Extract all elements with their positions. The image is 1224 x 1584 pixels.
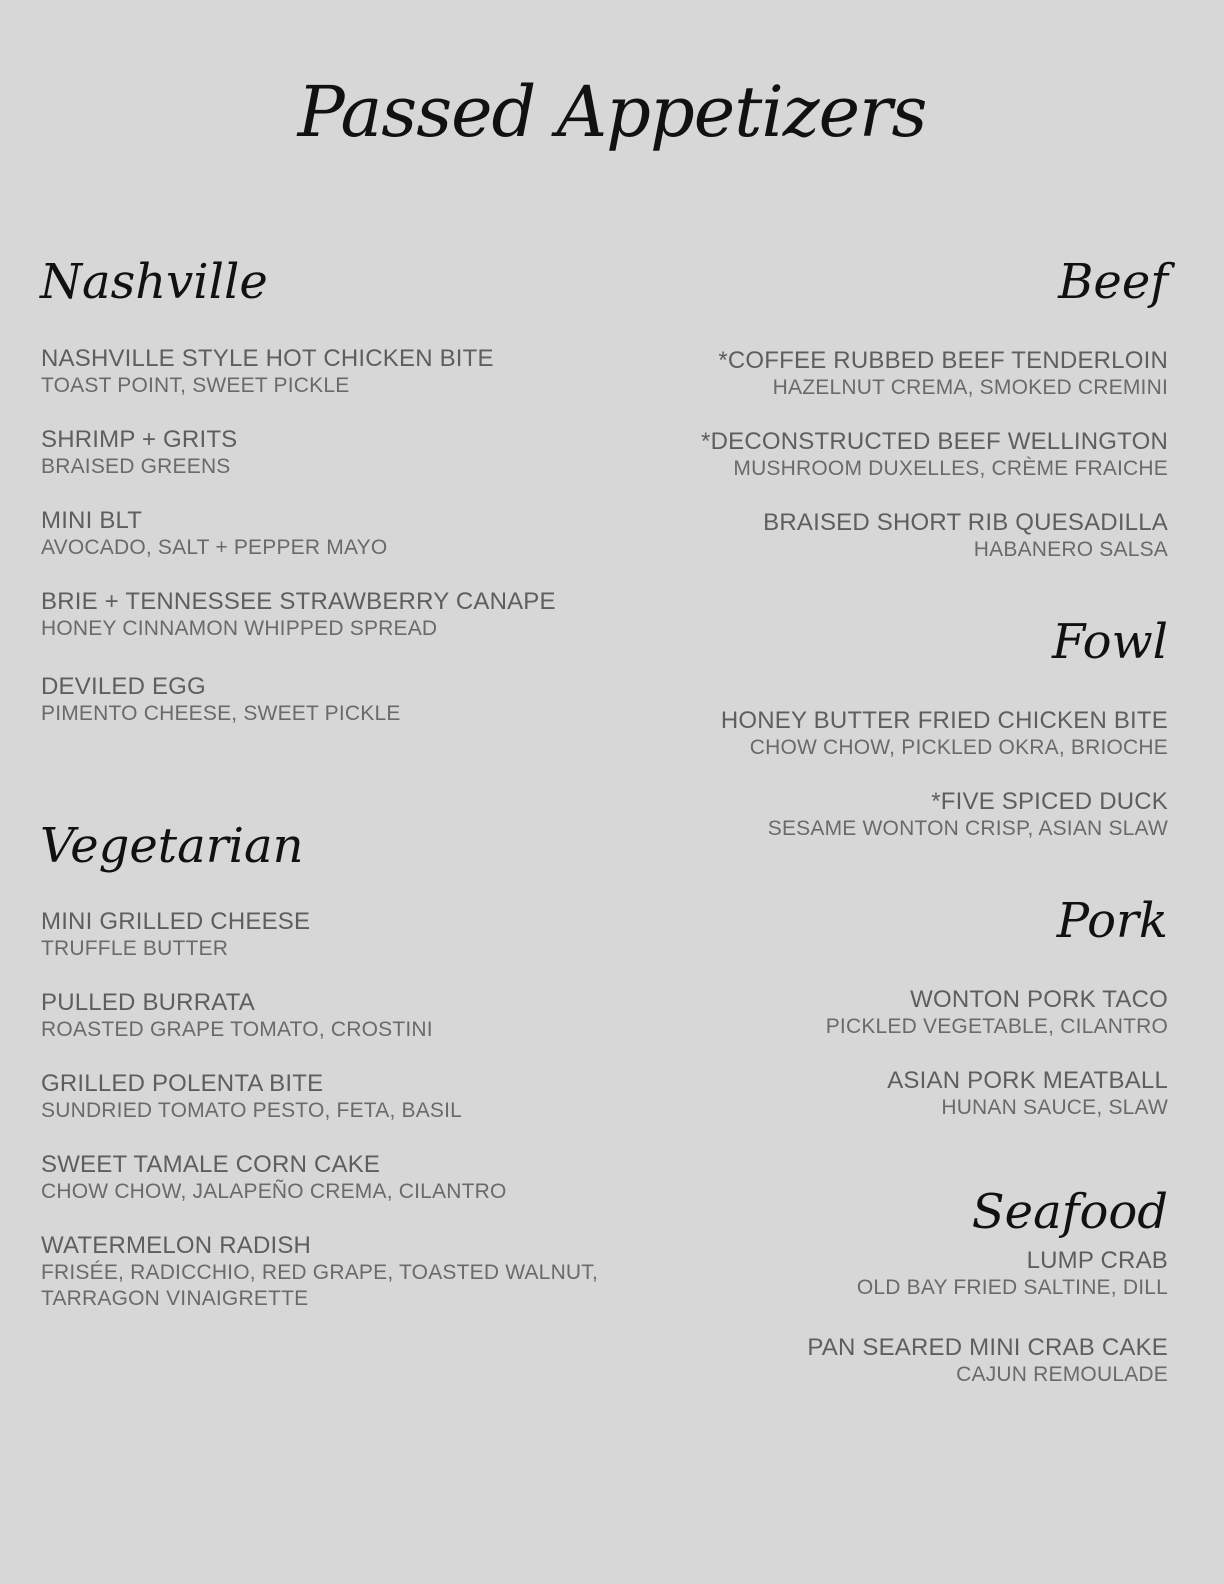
menu-item-name: LUMP CRAB [1026,1247,1168,1274]
menu-item-name: BRAISED SHORT RIB QUESADILLA [763,509,1168,536]
menu-item-name: SWEET TAMALE CORN CAKE [41,1151,381,1178]
menu-item-description: BRAISED GREENS [41,455,231,478]
menu-item-name: BRIE + TENNESSEE STRAWBERRY CANAPE [41,588,556,615]
menu-item [41,1070,462,1124]
menu-item [41,673,401,727]
menu-item-description-continued: TARRAGON VINAIGRETTE [41,1287,309,1310]
menu-item-description: HUNAN SAUCE, SLAW [941,1096,1168,1119]
menu-item-description: TOAST POINT, SWEET PICKLE [41,374,350,397]
menu-item [768,788,1168,842]
menu-item-description: PIMENTO CHEESE, SWEET PICKLE [41,702,401,725]
menu-item-description: CHOW CHOW, JALAPEÑO CREMA, CILANTRO [41,1180,507,1203]
menu-item-description: FRISÉE, RADICCHIO, RED GRAPE, TOASTED WALNUT, [41,1261,599,1284]
section-heading-nashville: Nashville [40,254,268,310]
menu-item-description: PICKLED VEGETABLE, CILANTRO [825,1015,1168,1038]
menu-item-description: MUSHROOM DUXELLES, CRÈME FRAICHE [733,457,1168,480]
menu-item [41,426,237,480]
menu-item-name: *FIVE SPICED DUCK [931,788,1168,815]
page-title: Passed Appetizers [297,71,927,153]
menu-item [41,588,556,642]
menu-item-name: ASIAN PORK MEATBALL [887,1067,1168,1094]
menu-item-description: HONEY CINNAMON WHIPPED SPREAD [41,617,438,640]
menu-item-description: ROASTED GRAPE TOMATO, CROSTINI [41,1018,433,1041]
menu-item [807,1334,1168,1388]
menu-item [887,1067,1168,1121]
menu-item-name: NASHVILLE STYLE HOT CHICKEN BITE [41,345,494,372]
menu-item-description: HAZELNUT CREMA, SMOKED CREMINI [772,376,1168,399]
menu-item-name: MINI BLT [41,507,143,534]
menu-item-name: WATERMELON RADISH [41,1232,312,1259]
section-heading-pork: Pork [1056,893,1168,949]
menu-item [41,345,494,399]
menu-item-name: PAN SEARED MINI CRAB CAKE [807,1334,1168,1361]
menu-item-name: DEVILED EGG [41,673,206,700]
menu-item-description: CHOW CHOW, PICKLED OKRA, BRIOCHE [749,736,1168,759]
menu-item-description: HABANERO SALSA [973,538,1168,561]
menu-item [701,428,1168,482]
menu-item-name: MINI GRILLED CHEESE [41,908,311,935]
menu-item-description: TRUFFLE BUTTER [41,937,229,960]
menu-item-description: SUNDRIED TOMATO PESTO, FETA, BASIL [41,1099,463,1122]
menu-item-description: OLD BAY FRIED SALTINE, DILL [856,1276,1168,1299]
menu-item-name: GRILLED POLENTA BITE [41,1070,324,1097]
menu-item [857,1247,1168,1301]
menu-item-name: SHRIMP + GRITS [41,426,238,453]
menu-item-description: SESAME WONTON CRISP, ASIAN SLAW [767,817,1168,840]
menu-item [826,986,1168,1040]
menu-item [41,908,310,962]
menu-item-name: HONEY BUTTER FRIED CHICKEN BITE [720,707,1168,734]
menu-item-description: CAJUN REMOULADE [956,1363,1168,1386]
menu-item-name: WONTON PORK TACO [910,986,1168,1013]
menu-item-name: *DECONSTRUCTED BEEF WELLINGTON [701,428,1168,455]
menu-item [41,989,433,1043]
menu-item [41,507,387,561]
section-heading-beef: Beef [1058,254,1168,310]
menu-item [41,1151,507,1205]
menu-item-name: PULLED BURRATA [41,989,255,1016]
section-heading-vegetarian: Vegetarian [40,818,304,874]
menu-item [763,509,1168,563]
section-heading-seafood: Seafood [971,1184,1168,1240]
menu-item [41,1232,598,1312]
menu-item-name: *COFFEE RUBBED BEEF TENDERLOIN [718,347,1168,374]
menu-item [718,347,1168,401]
section-heading-fowl: Fowl [1051,614,1168,670]
menu-item [721,707,1168,761]
menu-item-description: AVOCADO, SALT + PEPPER MAYO [41,536,388,559]
